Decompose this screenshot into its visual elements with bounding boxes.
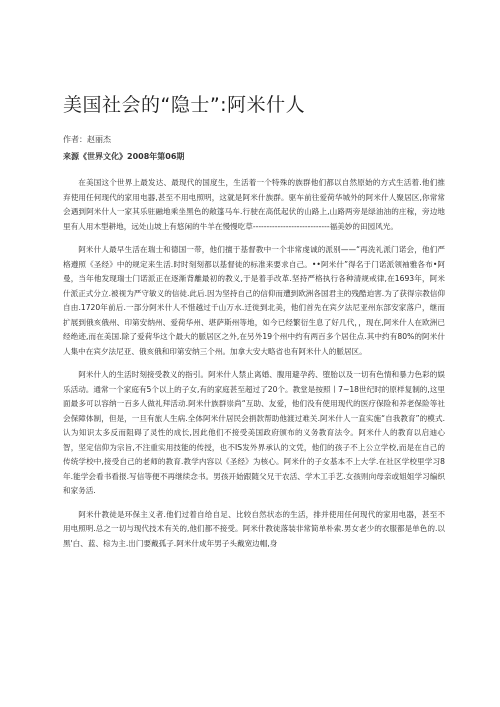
article-body	[63, 176, 445, 551]
source-label: 来源	[63, 152, 79, 161]
author-line	[63, 131, 445, 148]
paragraph-1: 在美国这个世界上最发达、最现代的国度生，生活着一个特殊的族群他们都以自然原始的方式生活着.他们推弃使用任何现代的家用电器,甚至不用电照明，这就是阿米什族群。驱车前往爱荷华城外的阿米什人聚居区,你常常会遇到阿米什人一家其乐驻融地乘坐黑色的敞篷马车.行驶在高低起伏的山路上,山路两旁是绿油油的庄稼，旁边地里有人用木型耕地，远处山坡上有悠闲的牛羊在慢慢吃草----------------------------福美妙的田园风光。	[63, 178, 445, 231]
source-line	[63, 148, 445, 165]
paragraph-3: 阿米什人的生活时刻接受教义的指引。阿米什人禁止离婚、腹用避孕药、堕胎以及一切有色情和暴力色彩的娱乐活动。通常一个家庭有5个以上的子女,有的家庭甚至超过了20个。教堂是按照丨7~18世纪时的原样复制的,这里面最多可以容纳一百多人做礼拜活动.阿米什族群崇尚“互助、友爱，他们没有使用现代的医疗保险和养老保险等社会保障体制，但是，一旦有旅人生病.全体阿米什居民会捐款帮助他渡过难关.阿米什人一直实施“自我教育”的模式.认为知识太多反而阻碍了灵性的成长,因此他们不接受美国政府颁布的义务教育法令。阿米什人的教育以启迪心智，坚定信仰为宗旨,不注重实用技能的传授，也不IS发外界承认的文凭，他们的孩子不上公立学校,而是在自己的传统学校中,接受自己的老师的教育.教学内容以《圣经》为核心。阿米什的子女基本不上大学.在社区学校里学习8年.能学会看书看报.写信等便不再继续念书。男孩开始跟随父兄干农活、学木工手艺.女孩则向母亲或姐姐学习编织和家务活.	[63, 370, 445, 495]
paragraph-2: 阿米什人最早生活在瑞士和德国一带，他们擅于基督教中一个非常虔诚的派别——“再洗礼派门诺会，他们严格遵照《圣经》中的规定来生活.时时刻刻都以基督徒的标准来要求自己。••阿米什”得名于门诺派领袖雅各布•阿曼，当年他发现瑞士门诺派正在逐渐背離最初的教义,于是着手改革.坚持严格执行各种清规戒律,在1693年，阿米什派正式分立.被视为严守敏义的信徒.此后.因为坚持自己的信仰而遭到欧洲各国君主的残酷迫害.为了获得宗教信仰自由.1720年前后.一部分阿米什人不惜越过千山万水.迁徙到北美，他们首先在宾夕法尼亚州东部安家落户，继而扩展到俄亥俄州、印第安纳州、爱荷华州、堪萨斯州等地，如今已经繁衍生息了好几代，，现在,阿米什人在欧洲已经绝迹,而在美国.除了爱荷华这个最大的脈居区之外,在另外19个州中约有两百多个居住点.其中约有80%的阿米什人集中在宾夕法尼亚、俄亥俄和印第安纳三个州。加拿大安大略省也有阿米什人的脈居区。	[63, 245, 445, 356]
paragraph-4: 阿米什教徒是环保主义者.他们过着自给自足、比较自然状态的生活，排并使用任何现代的家用电器，甚至不用电照明.总之一切与现代技术有关的,他们都不接受。阿米什教徒落装非常简单朴索.男女老少的衣服都是单色的.以黑'白、蓝、棕为主.出门要戴孤子.阿米什成年男子头戴宽边帽,身	[63, 509, 445, 548]
article-meta	[63, 131, 445, 165]
author-name: 赵丽杰	[87, 135, 111, 144]
article-title: 美国社会的“隐士”:阿米什人	[63, 94, 306, 116]
author-label: 作者：	[63, 135, 87, 144]
source-name: 《世界文化》2008年第06期	[79, 152, 185, 161]
